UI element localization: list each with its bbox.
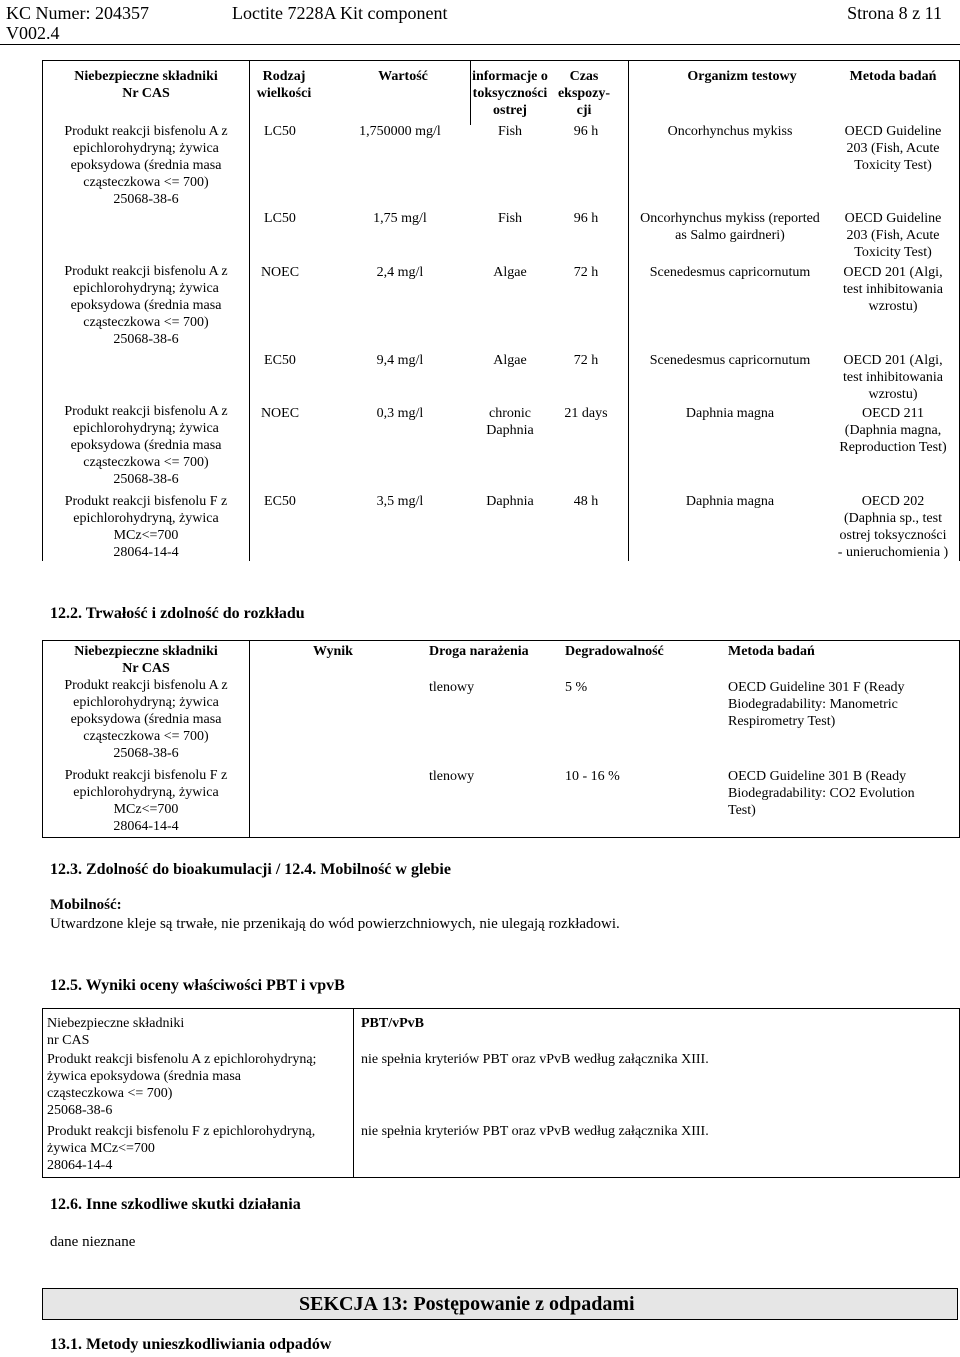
page-number: Strona 8 z 11: [847, 3, 942, 23]
tox-data-table: [248, 60, 960, 561]
tox-row-6-organizm: Daphnia magna: [685, 494, 775, 509]
section-13-1-title: 13.1. Metody unieszkodliwiania odpadów: [50, 1336, 332, 1353]
deg-header-wynik: Wynik: [313, 644, 353, 659]
pbt-table: [42, 1008, 960, 1178]
tox-row-3-info: Algae: [493, 265, 527, 280]
pbt-row-2-substance: Produkt reakcji bisfenolu F z epichlorohydryną, żywica MCz<=700 28064-14-4: [47, 1124, 316, 1173]
mobility-label: Mobilność:: [50, 897, 122, 913]
tox-row-3-wartosc: 2,4 mg/l: [376, 265, 424, 280]
tox-row-3-metoda: OECD 201 (Algi, test inhibitowania wzrostu): [843, 265, 943, 314]
version: V002.4: [6, 23, 60, 43]
degradation-table: [42, 640, 960, 838]
deg-header-component: Niebezpieczne składniki Nr CAS: [74, 644, 218, 676]
document-title: Loctite 7228A Kit component: [232, 3, 448, 23]
deg-header-droga: Droga narażenia: [429, 644, 529, 659]
column-divider: [353, 1009, 354, 1177]
tox-substance-2: Produkt reakcji bisfenolu A z epichlorohydryną; żywica epoksydowa (średnia masa cząsteczkowa <= 700) 25068-38-6: [64, 264, 228, 347]
tox-row-2-info: Fish: [497, 211, 523, 226]
tox-row-4-wartosc: 9,4 mg/l: [376, 353, 424, 368]
pbt-row-2-result: nie spełnia kryteriów PBT oraz vPvB według załącznika XIII.: [361, 1124, 709, 1139]
tox-row-3-rodzaj: NOEC: [260, 265, 300, 280]
tox-row-1-rodzaj: LC50: [264, 124, 296, 139]
section-13-banner: [42, 1288, 958, 1320]
tox-row-6-info: Daphnia: [486, 494, 534, 509]
tox-row-5-rodzaj: NOEC: [260, 406, 300, 421]
tox-row-3-czas: 72 h: [573, 265, 599, 280]
deg-row-2-droga: tlenowy: [429, 769, 475, 784]
page-header: [0, 0, 960, 44]
section-12-6-text: dane nieznane: [50, 1234, 136, 1250]
tox-row-1-organizm: Oncorhynchus mykiss: [667, 124, 793, 139]
pbt-header-component: Niebezpieczne składniki nr CAS: [47, 1016, 185, 1048]
tox-row-4-organizm: Scenedesmus capricornutum: [649, 353, 811, 368]
tox-row-2-organizm: Oncorhynchus mykiss (reported as Salmo gairdneri): [640, 211, 820, 243]
pbt-header-result: PBT/vPvB: [361, 1016, 425, 1031]
tox-row-5-wartosc: 0,3 mg/l: [376, 406, 424, 421]
tox-row-1-info: Fish: [497, 124, 523, 139]
tox-row-2-wartosc: 1,75 mg/l: [373, 211, 427, 226]
tox-row-1-czas: 96 h: [573, 124, 599, 139]
tox-row-1-wartosc: 1,750000 mg/l: [359, 124, 441, 139]
deg-substance-2: Produkt reakcji bisfenolu F z epichlorohydryną, żywica MCz<=700 28064-14-4: [64, 768, 228, 834]
tox-substance-column: [42, 60, 250, 561]
tox-header-organizm: Organizm testowy: [687, 69, 797, 84]
section-13-title: SEKCJA 13: Postępowanie z odpadami: [299, 1293, 635, 1315]
deg-header-metoda: Metoda badań: [728, 644, 815, 659]
deg-row-1-metoda: OECD Guideline 301 F (Ready Biodegradability: Manometric Respirometry Test): [728, 680, 905, 729]
tox-substance-3: Produkt reakcji bisfenolu A z epichlorohydryną; żywica epoksydowa (średnia masa cząsteczkowa <= 700) 25068-38-6: [64, 404, 228, 487]
deg-substance-1: Produkt reakcji bisfenolu A z epichlorohydryną; żywica epoksydowa (średnia masa cząsteczkowa <= 700) 25068-38-6: [64, 678, 228, 761]
kc-number: KC Numer: 204357: [6, 3, 149, 23]
tox-header-wartosc: Wartość: [378, 69, 428, 84]
tox-row-2-czas: 96 h: [573, 211, 599, 226]
mobility-text: Utwardzone kleje są trwałe, nie przenikają do wód powierzchniowych, nie ulegają rozkładowi.: [50, 916, 620, 932]
header-rule: [0, 44, 960, 45]
section-12-3-title: 12.3. Zdolność do bioakumulacji / 12.4. Mobilność w glebie: [50, 861, 451, 878]
tox-header-rodzaj: Rodzaj wielkości: [256, 69, 312, 101]
tox-row-1-metoda: OECD Guideline 203 (Fish, Acute Toxicity Test): [844, 124, 942, 173]
tox-header-info: informacje o toksyczności ostrej: [472, 69, 548, 118]
section-12-5-title: 12.5. Wyniki oceny właściwości PBT i vpvB: [50, 977, 345, 994]
pbt-row-1-substance: Produkt reakcji bisfenolu A z epichlorohydryną; żywica epoksydowa (średnia masa cząsteczkowa <= 700) 25068-38-6: [47, 1052, 317, 1118]
deg-row-2-degr: 10 - 16 %: [565, 769, 620, 784]
tox-substance-4: Produkt reakcji bisfenolu F z epichlorohydryną, żywica MCz<=700 28064-14-4: [64, 494, 228, 560]
tox-header-component: Niebezpieczne składniki Nr CAS: [74, 69, 218, 101]
tox-row-5-czas: 21 days: [564, 406, 608, 421]
tox-row-3-organizm: Scenedesmus capricornutum: [649, 265, 811, 280]
tox-row-6-rodzaj: EC50: [264, 494, 296, 509]
tox-row-5-organizm: Daphnia magna: [685, 406, 775, 421]
section-12-2-title: 12.2. Trwałość i zdolność do rozkładu: [50, 605, 305, 622]
tox-substance-1: Produkt reakcji bisfenolu A z epichlorohydryną; żywica epoksydowa (średnia masa cząsteczkowa <= 700) 25068-38-6: [64, 124, 228, 207]
tox-row-2-rodzaj: LC50: [264, 211, 296, 226]
deg-header-degr: Degradowalność: [565, 644, 664, 659]
tox-row-6-czas: 48 h: [573, 494, 599, 509]
tox-row-2-metoda: OECD Guideline 203 (Fish, Acute Toxicity Test): [844, 211, 942, 260]
tox-header-metoda: Metoda badań: [849, 69, 937, 84]
deg-row-1-droga: tlenowy: [429, 680, 475, 695]
tox-header-czas: Czas ekspozy- cji: [557, 69, 611, 118]
tox-row-4-metoda: OECD 201 (Algi, test inhibitowania wzrostu): [843, 353, 943, 402]
tox-row-6-metoda: OECD 202 (Daphnia sp., test ostrej toksyczności - unieruchomienia ): [837, 494, 949, 560]
column-divider: [249, 641, 250, 837]
tox-row-5-info: chronic Daphnia: [486, 406, 534, 438]
tox-row-6-wartosc: 3,5 mg/l: [376, 494, 424, 509]
deg-row-1-degr: 5 %: [565, 680, 588, 695]
pbt-row-1-result: nie spełnia kryteriów PBT oraz vPvB według załącznika XIII.: [361, 1052, 709, 1067]
deg-row-2-metoda: OECD Guideline 301 B (Ready Biodegradability: CO2 Evolution Test): [728, 769, 915, 818]
tox-row-4-info: Algae: [493, 353, 527, 368]
tox-row-4-czas: 72 h: [573, 353, 599, 368]
tox-row-5-metoda: OECD 211 (Daphnia magna, Reproduction Test): [839, 406, 947, 455]
tox-row-4-rodzaj: EC50: [264, 353, 296, 368]
section-12-6-title: 12.6. Inne szkodliwe skutki działania: [50, 1196, 301, 1213]
